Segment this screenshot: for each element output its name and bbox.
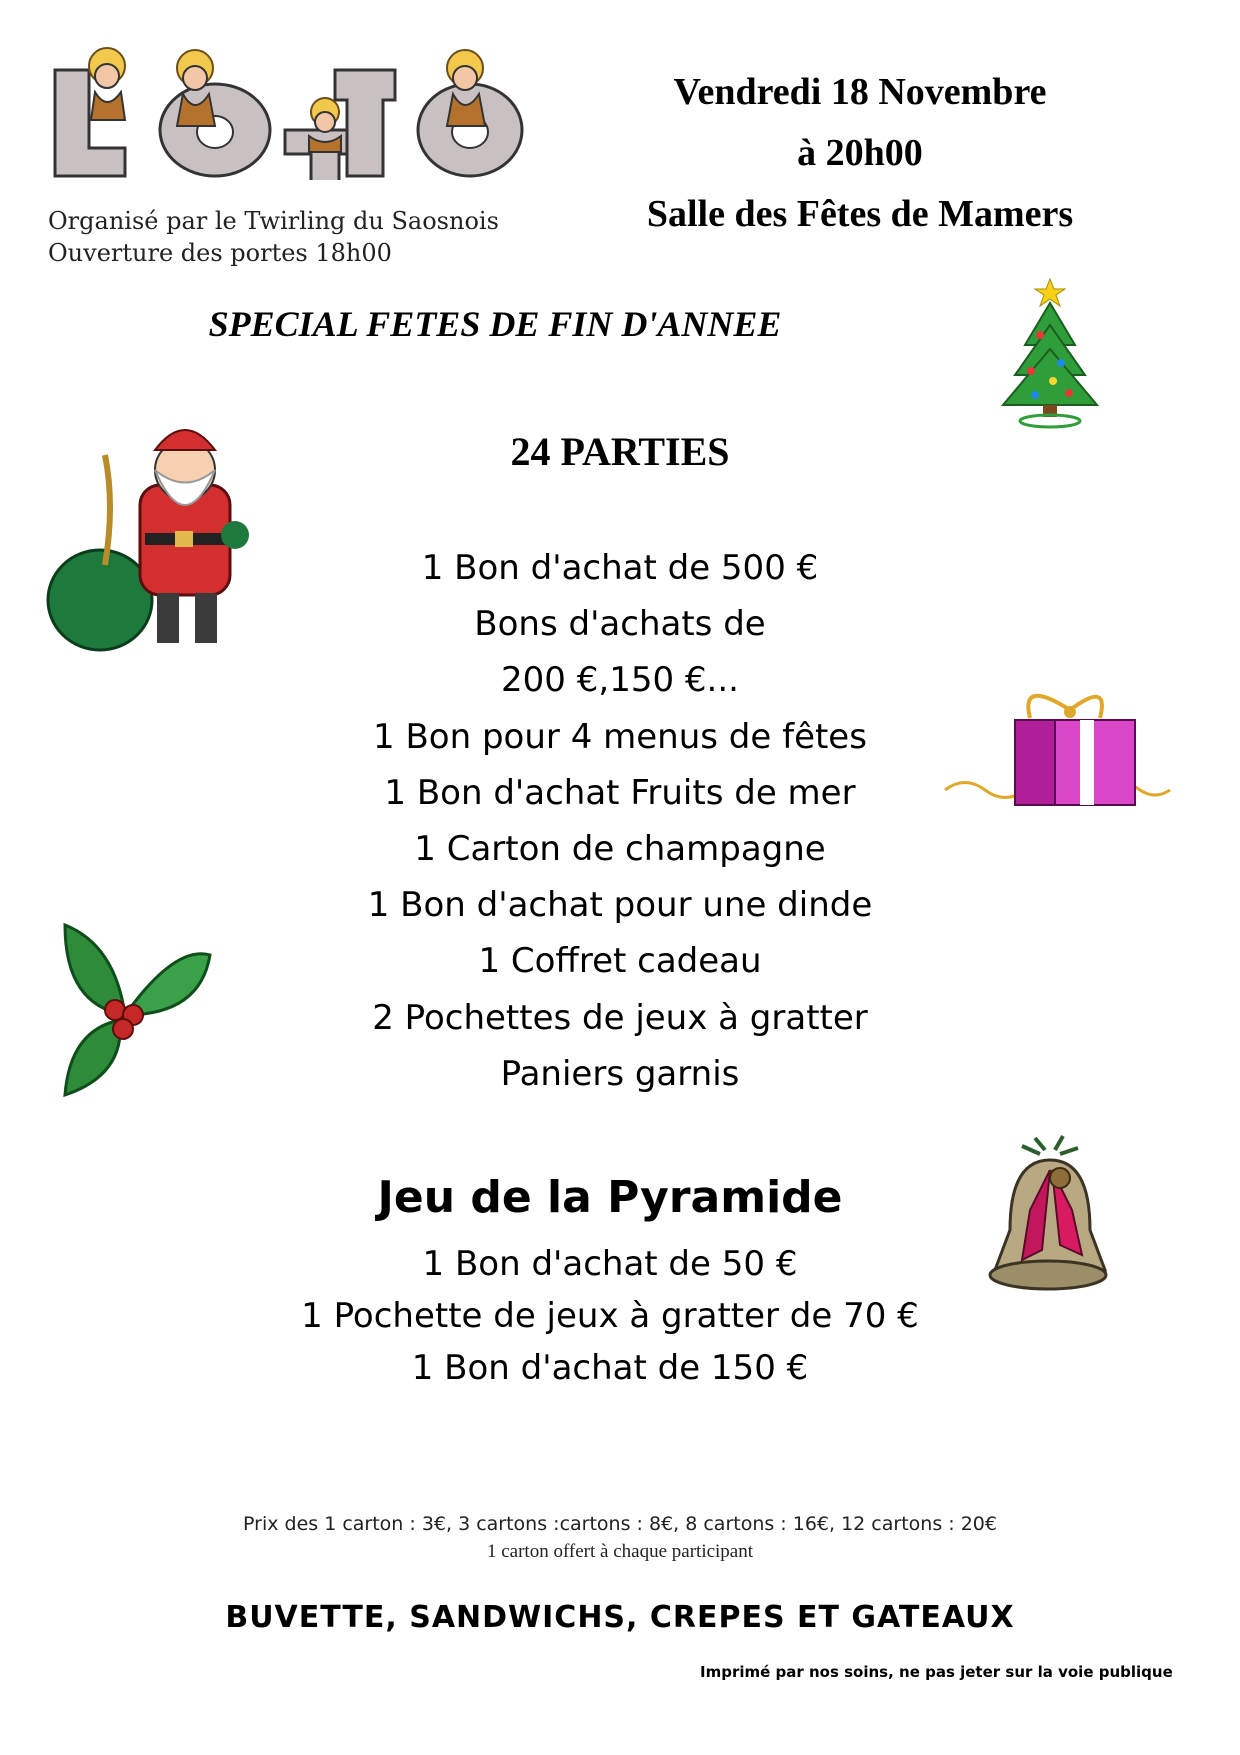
print-notice: Imprimé par nos soins, ne pas jeter sur la voie publique (700, 1663, 1173, 1681)
event-time: à 20h00 (797, 132, 923, 174)
free-card-offer: 1 carton offert à chaque participant (486, 1541, 754, 1562)
christmas-tree-icon (995, 275, 1105, 434)
holly-icon (45, 915, 215, 1104)
event-venue: Salle des Fêtes de Mamers (646, 193, 1074, 235)
organizer-line: Organisé par le Twirling du Saosnois (48, 207, 499, 235)
parties-count: 24 PARTIES (510, 429, 730, 474)
special-heading: SPECIAL FETES DE FIN D'ANNEE (208, 304, 782, 344)
pricing-info: Prix des 1 carton : 3€, 3 cartons :cartons : 8€, 8 cartons : 16€, 12 cartons : 20€ (243, 1513, 997, 1535)
list-item: 1 Bon d'achat Fruits de mer (384, 772, 856, 813)
prize-list (300, 540, 940, 1102)
event-date: Vendredi 18 Novembre (673, 71, 1047, 113)
list-item: 1 Bon d'achat de 50 € (422, 1244, 798, 1284)
list-item: 1 Bon d'achat de 500 € (421, 548, 819, 588)
list-item: 1 Pochette de jeux à gratter de 70 € (301, 1296, 919, 1336)
refreshments-banner: BUVETTE, SANDWICHS, CREPES ET GATEAUX (225, 1600, 1015, 1635)
list-item: 2 Pochettes de jeux à gratter (372, 997, 868, 1038)
list-item: 1 Bon d'achat pour une dinde (367, 885, 873, 926)
organizer-info (48, 205, 499, 269)
santa-claus-icon (45, 415, 255, 659)
pyramide-title: Jeu de la Pyramide (377, 1172, 843, 1223)
event-info (580, 62, 1140, 245)
list-item: 1 Bon d'achat de 150 € (411, 1348, 809, 1388)
list-item: 200 €,150 €... (501, 660, 739, 701)
list-item: 1 Carton de champagne (414, 829, 826, 870)
list-item: Bons d'achats de (474, 604, 766, 645)
list-item: 1 Coffret cadeau (478, 941, 762, 982)
bell-icon (980, 1130, 1115, 1319)
loto-logo-icon (45, 40, 535, 180)
list-item: 1 Bon pour 4 menus de fêtes (373, 716, 867, 757)
pyramide-prize-list (250, 1238, 970, 1394)
gift-box-icon (940, 670, 1180, 814)
doors-opening-line: Ouverture des portes 18h00 (48, 239, 392, 267)
list-item: Paniers garnis (500, 1053, 740, 1094)
